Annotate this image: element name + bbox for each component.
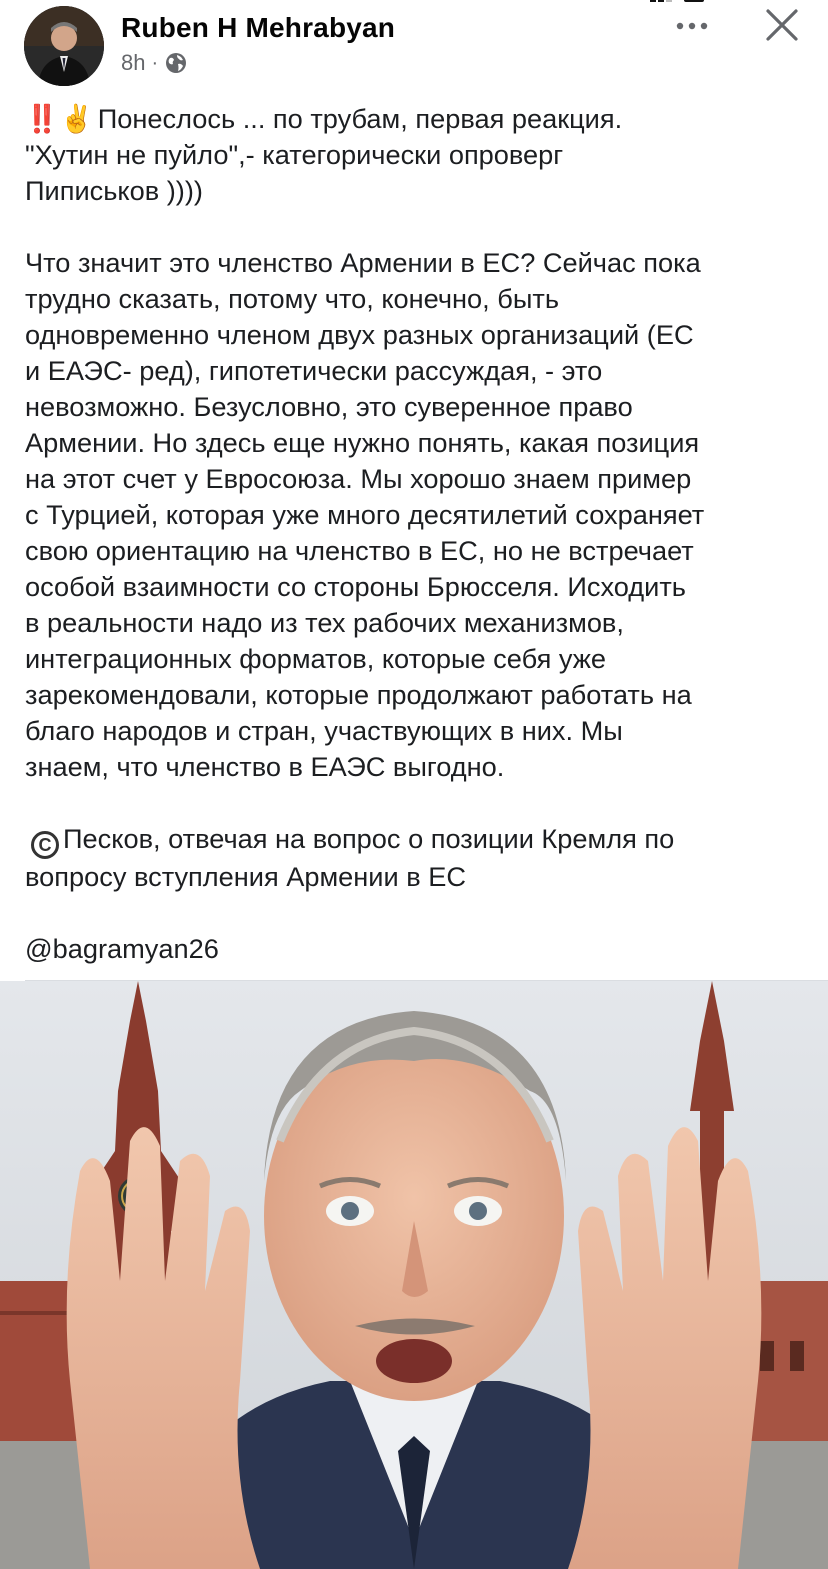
post-text: [25, 101, 810, 967]
attribution-line-2: вопросу вступления Армении в ЕС: [25, 861, 467, 892]
profile-photo-icon: [24, 6, 104, 86]
attribution-line-1: [25, 821, 810, 859]
quote-line: Что значит это членство Армении в ЕС? Сейчас пока: [25, 247, 701, 278]
quote-line: особой взаимности со стороны Брюсселя. Исходить: [25, 571, 686, 602]
avatar[interactable]: [24, 6, 104, 86]
quote-line: одновременно членом двух разных организаций (ЕС: [25, 319, 694, 350]
double-exclamation-emoji: ‼️: [25, 103, 56, 134]
quote-paragraph: [25, 245, 810, 785]
quote-line: в реальности надо из тех рабочих механизмов,: [25, 607, 624, 638]
post-line-2: "Хутин не пуйло",- категорически опроверг: [25, 139, 564, 170]
copyright-icon: C: [31, 831, 59, 859]
status-bar-fragment: [640, 0, 710, 4]
author-name[interactable]: Ruben H Mehrabyan: [121, 12, 396, 43]
quote-line: знаем, что членство в ЕАЭС выгодно.: [25, 751, 505, 782]
quote-line: трудно сказать, потому что, конечно, быть: [25, 283, 560, 314]
victory-hand-emoji: ✌️: [59, 103, 94, 134]
quote-line: зарекомендовали, которые продолжают работать на: [25, 679, 692, 710]
post-line-3: Пиписьков )))): [25, 175, 203, 206]
attribution-text: Песков, отвечая на вопрос о позиции Кремля по: [63, 823, 675, 854]
quote-line: интеграционных форматов, которые себя уже: [25, 643, 607, 674]
quote-line: на этот счет у Евросоюза. Мы хорошо знаем пример: [25, 463, 692, 494]
paragraph-gap: [25, 895, 810, 931]
handle-link[interactable]: @bagramyan26: [25, 933, 219, 964]
post-header: [0, 0, 828, 100]
post-line-1: [25, 101, 810, 137]
news-photo-icon: [0, 981, 828, 1569]
quote-line: и ЕАЭС- ред), гипотетически рассуждая, - это: [25, 355, 603, 386]
quote-line: свою ориентацию на членство в ЕС, но не встречает: [25, 535, 694, 566]
quote-line: благо народов и стран, участвующих в них. Мы: [25, 715, 623, 746]
quote-line: Армении. Но здесь еще нужно понять, какая позиция: [25, 427, 700, 458]
post-time[interactable]: 8h: [121, 50, 146, 75]
globe-icon: [164, 51, 188, 75]
post-line-1-text: Понеслось ... по трубам, первая реакция.: [97, 103, 623, 134]
paragraph-gap: [25, 785, 810, 821]
post-photo[interactable]: [0, 981, 828, 1569]
close-icon[interactable]: [765, 8, 799, 42]
quote-line: невозможно. Безусловно, это суверенное право: [25, 391, 633, 422]
post-meta: [121, 50, 188, 76]
paragraph-gap: [25, 209, 810, 245]
quote-line: с Турцией, которая уже много десятилетий сохраняет: [25, 499, 705, 530]
more-dots-icon[interactable]: [672, 14, 712, 38]
meta-separator: ·: [151, 51, 159, 74]
